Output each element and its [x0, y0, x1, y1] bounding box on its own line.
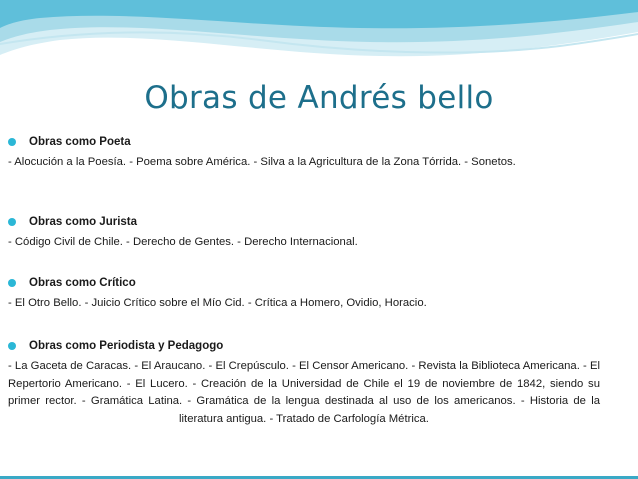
section-poeta — [8, 134, 600, 172]
heading-label: Obras como Periodista y Pedagogo — [29, 340, 224, 352]
heading-label: Obras como Crítico — [29, 277, 136, 289]
heading-label: Obras como Jurista — [29, 216, 138, 228]
bullet-dot-icon — [8, 342, 16, 350]
section-heading — [8, 338, 600, 354]
section-text: - Alocución a la Poesía. - Poema sobre América. - Silva a la Agricultura de la Zona Tórrida. - Sonetos. — [8, 156, 516, 168]
section-heading — [8, 134, 600, 150]
section-critico — [8, 275, 600, 313]
header-wave-decoration — [0, 0, 638, 70]
section-heading — [8, 214, 600, 230]
bullet-dot-icon — [8, 279, 16, 287]
heading-label: Obras como Poeta — [29, 136, 131, 148]
section-heading — [8, 275, 600, 291]
section-periodista-pedagogo — [8, 338, 600, 428]
section-text: - La Gaceta de Caracas. - El Araucano. - El Crepúsculo. - El Censor Americano. - Revista la Biblioteca Americana. - El Repertorio Americano. - El Lucero. - Creación de la Universidad de Chile el 19 de noviembre de 1842, siendo su primer rector. - Gramática Latina. - Gramática de la lengua destinada al uso de los americanos. - Historia de la literatura antigua. - Tratado de Carfología Métrica. — [8, 360, 600, 425]
section-jurista — [8, 214, 600, 252]
bullet-dot-icon — [8, 138, 16, 146]
section-text: - Código Civil de Chile. - Derecho de Gentes. - Derecho Internacional. — [8, 236, 358, 248]
slide-title: Obras de Andrés bello — [144, 80, 494, 116]
section-text: - El Otro Bello. - Juicio Crítico sobre el Mío Cid. - Crítica a Homero, Ovidio, Horacio. — [8, 297, 427, 309]
bullet-dot-icon — [8, 218, 16, 226]
